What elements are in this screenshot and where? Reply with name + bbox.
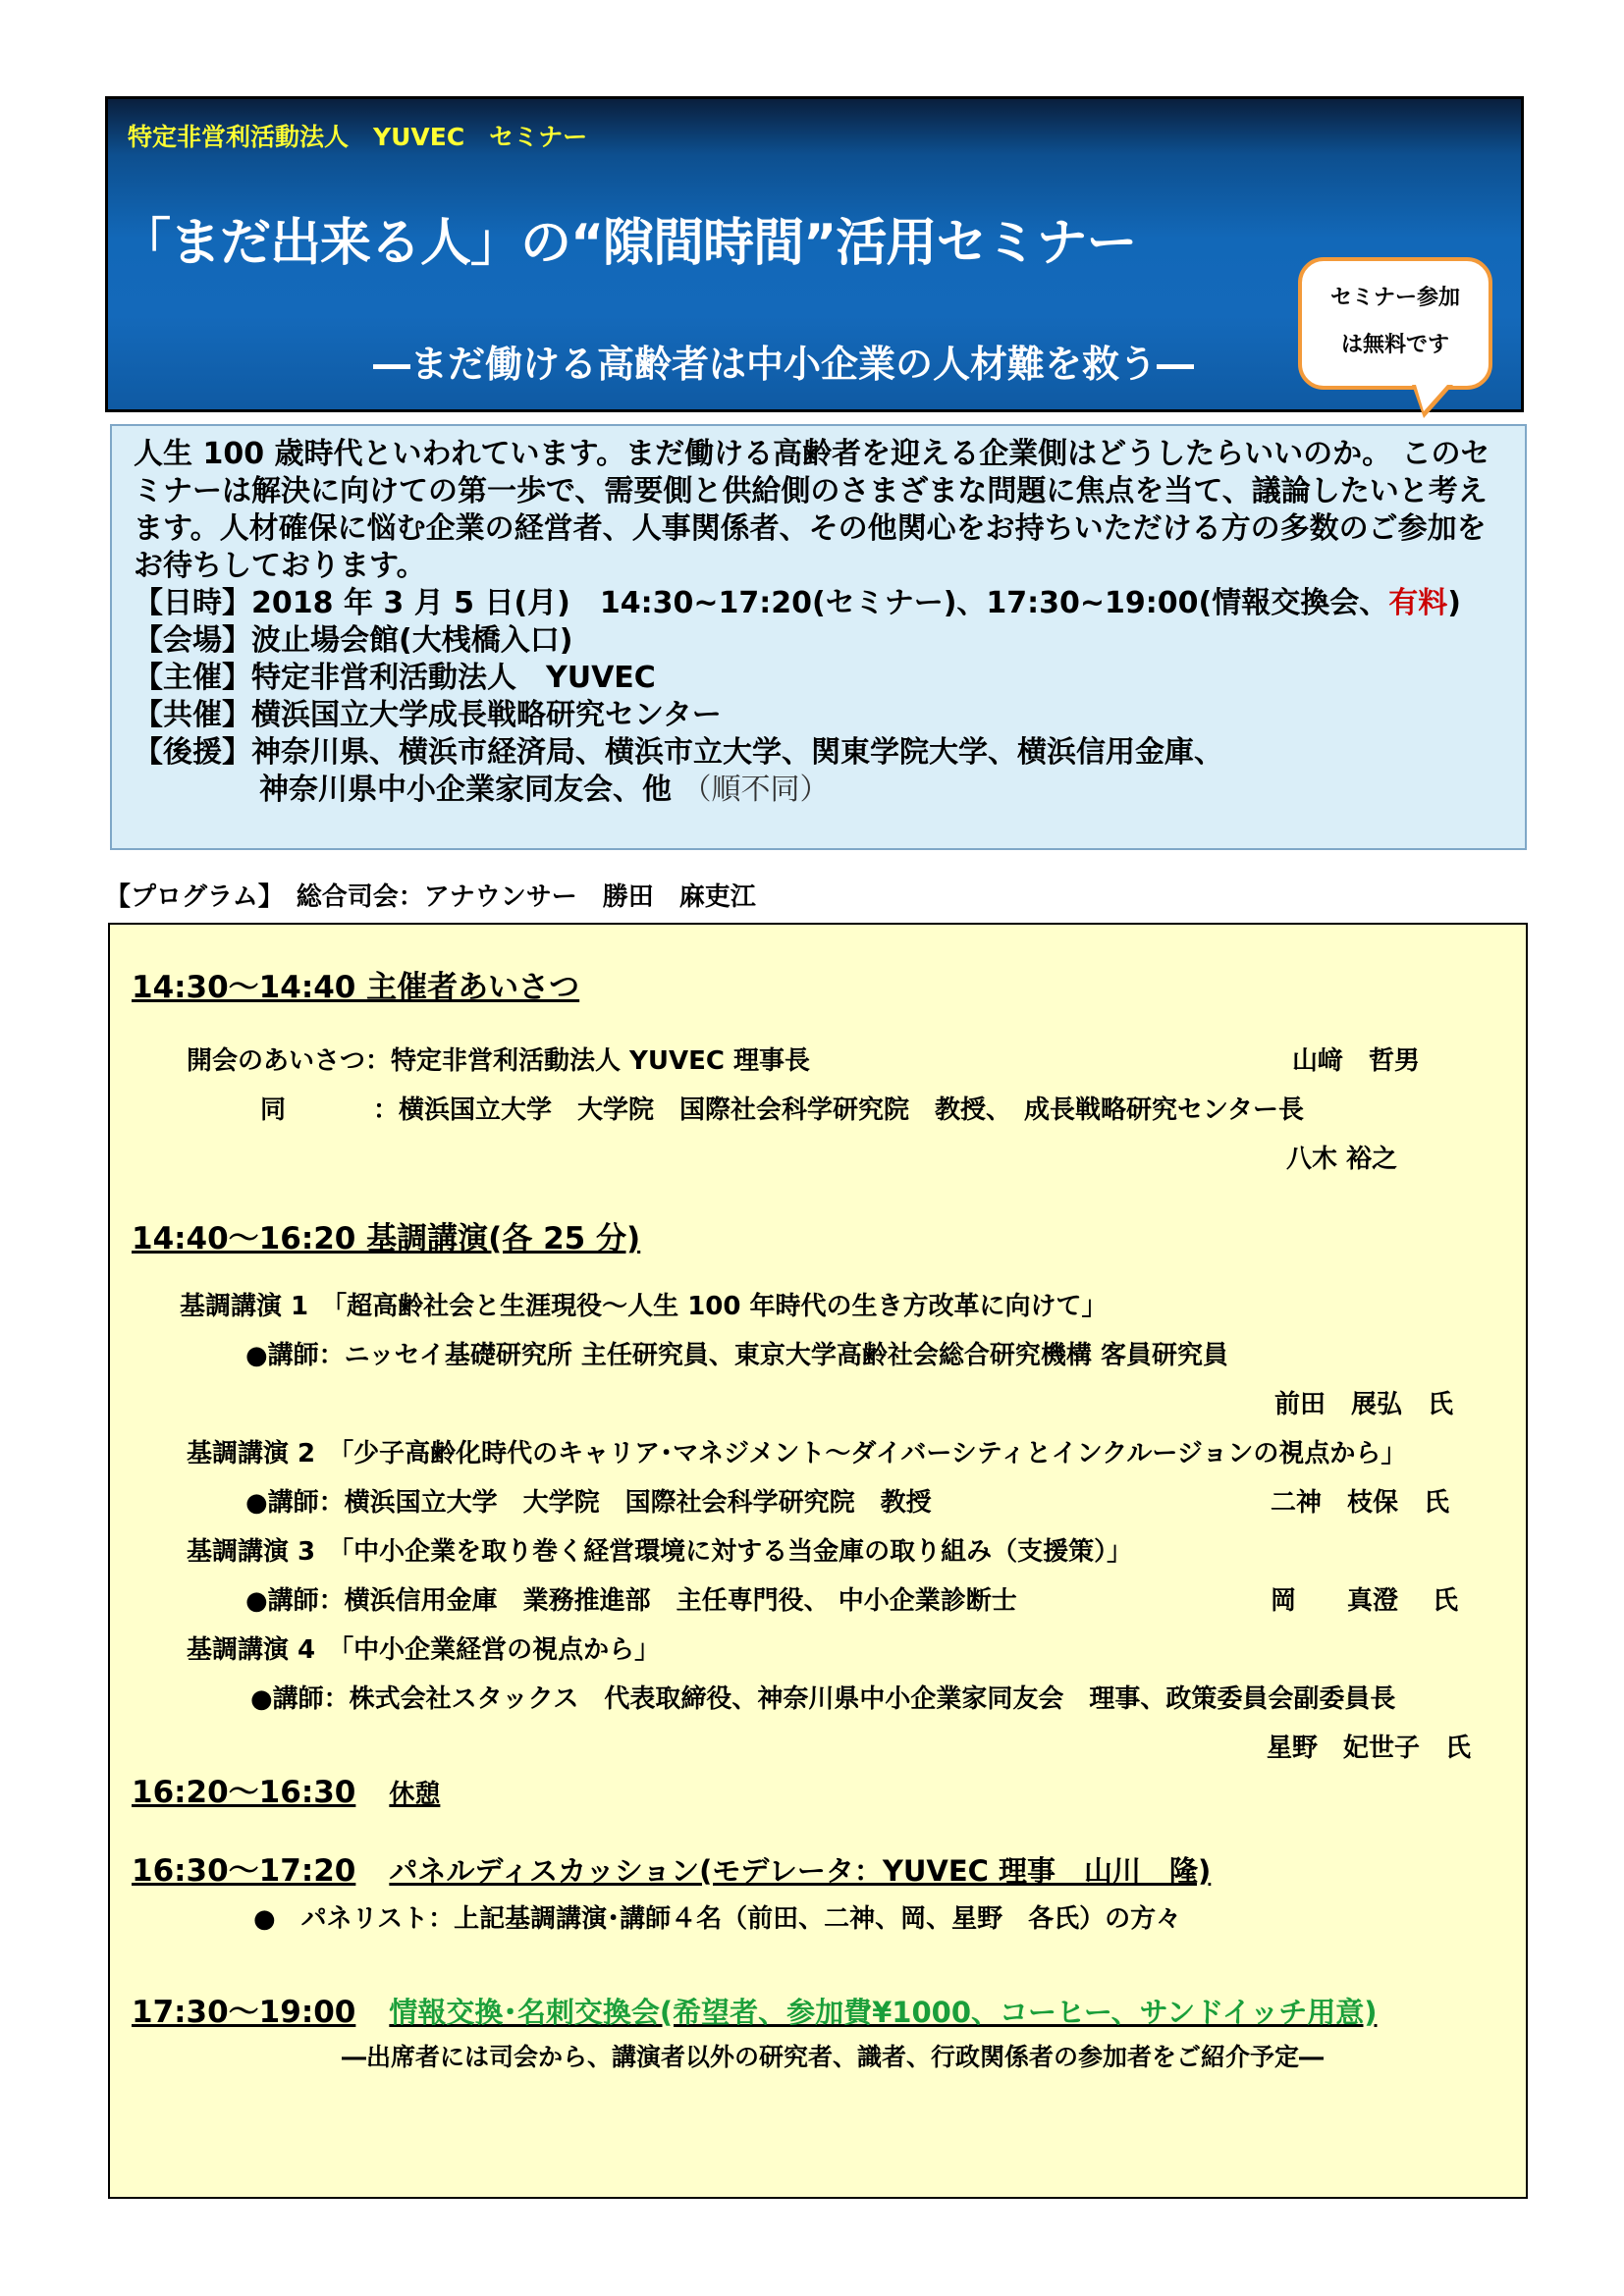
keynote-3-title: 基調講演 3 「中小企業を取り巻く経営環境に対する当金庫の取り組み（支援策）」 xyxy=(187,1537,1133,1567)
keynote-4-title: 基調講演 4 「中小企業経営の視点から」 xyxy=(187,1635,661,1665)
panelists: ● パネリスト：上記基調講演･講師４名（前田、二神、岡、星野 各氏）の方々 xyxy=(253,1904,1182,1934)
date-text: 【日時】2018 年 3 月 5 日(月) 14:30~17:20(セミナー)、17:30~19:00(情報交換会、 xyxy=(134,586,1389,620)
exchange-time: 17:30～19:00 xyxy=(132,1995,356,2030)
exchange-note: ―出席者には司会から、講演者以外の研究者、識者、行政関係者の参加者をご紹介予定― xyxy=(342,2043,1325,2071)
host-line: 【主催】特定非営利活動法人 YUVEC xyxy=(134,661,656,695)
keynote-2-title: 基調講演 2 「少子高齢化時代のキャリア･マネジメント～ダイバーシティとインクルージョンの視点から」 xyxy=(187,1439,1407,1468)
paid-label: 有料 xyxy=(1388,586,1448,620)
support-note: （順不同） xyxy=(681,773,830,807)
panel-label: パネルディスカッション(モデレータ：YUVEC 理事 山川 隆) xyxy=(389,1854,1212,1888)
bubble-tail-inner xyxy=(1416,385,1447,411)
opening-speaker-name: 山﨑 哲男 xyxy=(1292,1046,1421,1076)
support-line-2-text: 神奈川県中小企業家同友会、他 xyxy=(259,773,672,807)
bubble-line-2: は無料です xyxy=(1340,333,1449,357)
info-box xyxy=(110,424,1527,850)
organizer-label: 特定非営利活動法人 YUVEC セミナー xyxy=(128,123,588,151)
program-heading: 【プログラム】 総合司会：アナウンサー 勝田 麻吏江 xyxy=(105,882,756,912)
break-time: 16:20～16:30 xyxy=(132,1775,356,1810)
panel-time: 16:30～17:20 xyxy=(132,1853,356,1889)
keynote-2-name: 二神 枝保 氏 xyxy=(1271,1488,1450,1518)
keynote-3-speaker: ●講師：横浜信用金庫 業務推進部 主任専門役、 中小企業診断士 xyxy=(245,1586,1017,1616)
bubble-line-1: セミナー参加 xyxy=(1329,286,1460,310)
cohost-line: 【共催】横浜国立大学成長戦略研究センター xyxy=(134,698,722,732)
keynote-1-title: 基調講演 1 「超高齢社会と生涯現役～人生 100 年時代の生き方改革に向けて」 xyxy=(180,1292,1108,1321)
keynote-2-speaker: ●講師：横浜国立大学 大学院 国際社会科学研究院 教授 xyxy=(245,1488,932,1518)
intro-text: 人生 100 歳時代といわれています。まだ働ける高齢者を迎える企業側はどうしたらいいのか。 このセミナーは解決に向けての第一歩で、需要側と供給側のさまざまな問題に焦点を当て、議論したいと考えます。人材確保に悩む企業の経営者、人事関係者、その他関心をお持ちいただける方の多数のご参加をお待ちしております。 xyxy=(134,437,1490,583)
seminar-title: 「まだ出来る人」の“隙間時間”活用セミナー xyxy=(120,214,1137,273)
keynote-4-speaker: ●講師：株式会社スタックス 代表取締役、神奈川県中小企業家同友会 理事、政策委員会副委員長 xyxy=(250,1684,1396,1714)
section-opening: 14:30～14:40 主催者あいさつ xyxy=(132,970,580,1005)
section-exchange xyxy=(132,1987,1377,2031)
section-keynotes: 14:40～16:20 基調講演(各 25 分) xyxy=(132,1221,641,1256)
second-greeting: ：横浜国立大学 大学院 国際社会科学研究院 教授、 成長戦略研究センター長 xyxy=(373,1095,1304,1125)
date-line xyxy=(134,585,1507,622)
free-admission-bubble xyxy=(1298,257,1492,390)
section-panel xyxy=(132,1845,1211,1890)
keynote-1-speaker: ●講師：ニッセイ基礎研究所 主任研究員、東京大学高齢社会総合研究機構 客員研究員 xyxy=(245,1341,1228,1370)
section-break xyxy=(132,1767,440,1811)
ditto-mark: 同 xyxy=(260,1095,287,1125)
date-end: ) xyxy=(1447,586,1461,620)
keynote-1-name: 前田 展弘 氏 xyxy=(1274,1390,1454,1419)
seminar-subtitle: ―まだ働ける高齢者は中小企業の人材難を救う― xyxy=(373,343,1195,386)
venue-line: 【会場】波止場会館(大桟橋入口) xyxy=(134,623,573,658)
keynote-4-name: 星野 妃世子 氏 xyxy=(1267,1734,1472,1763)
break-label: 休憩 xyxy=(389,1780,441,1809)
keynote-3-name: 岡 真澄 氏 xyxy=(1271,1586,1459,1616)
second-speaker-name: 八木 裕之 xyxy=(1286,1145,1398,1174)
support-line-2 xyxy=(134,772,1507,809)
support-line-1: 【後援】神奈川県、横浜市経済局、横浜市立大学、関東学院大学、横浜信用金庫、 xyxy=(134,735,1223,770)
opening-greeting: 開会のあいさつ：特定非営利活動法人 YUVEC 理事長 xyxy=(187,1046,811,1076)
exchange-label: 情報交換･名刺交換会(希望者、参加費¥1000、コーヒー、サンドイッチ用意) xyxy=(389,1996,1378,2029)
